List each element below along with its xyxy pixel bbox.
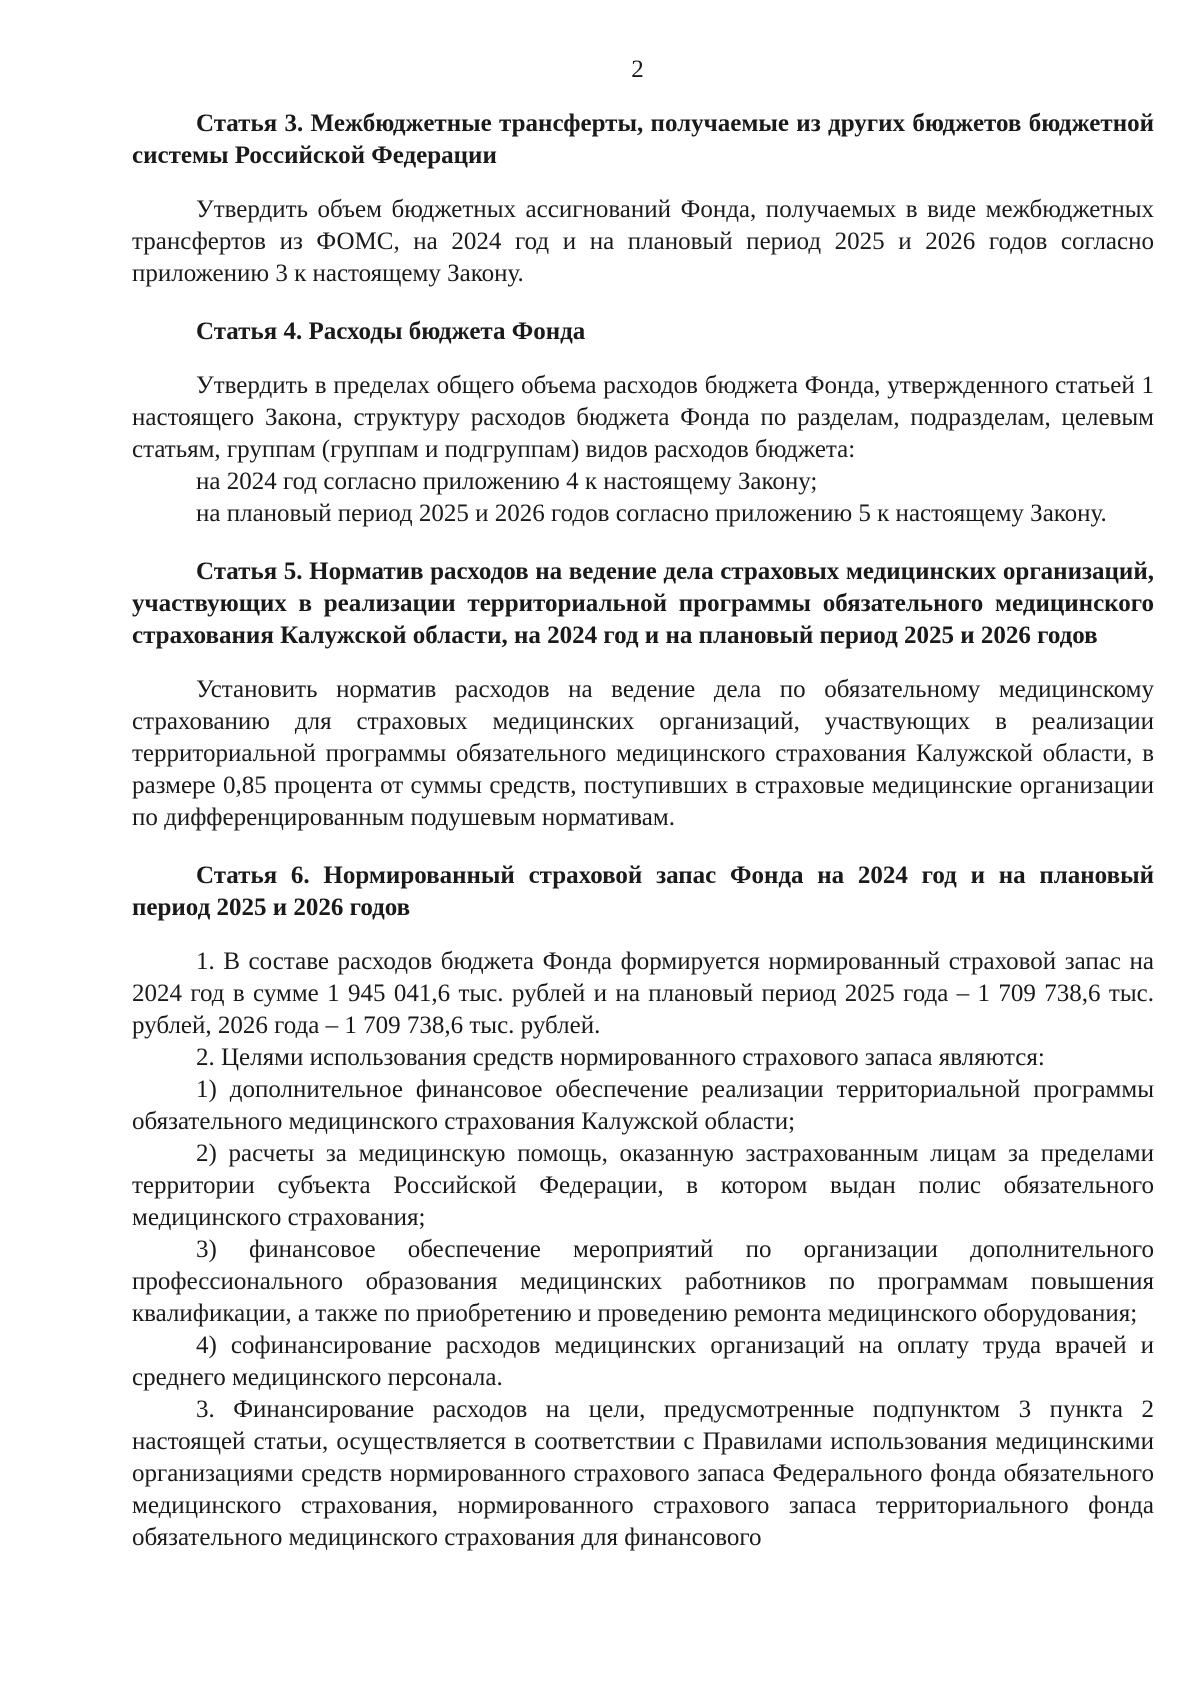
- article-6-paragraph: 1) дополнительное финансовое обеспечение реализации территориальной программы обязательного медицинского страхования Калужской области;: [132, 1076, 1154, 1135]
- article-6-paragraph: 1. В составе расходов бюджета Фонда формируется нормированный страховой запас на 2024 год в сумме 1 945 041,6 тыс. рублей и на плановый период 2025 года – 1 709 738,6 тыс. рублей, 2026 года – 1 709 738,6 тыс. рублей.: [132, 948, 1154, 1039]
- page-number: 2: [631, 56, 644, 83]
- article-6-heading: Статья 6. Нормированный страховой запас Фонда на 2024 год и на плановый период 2025 и 2026 годов: [132, 862, 1154, 921]
- article-5-heading: Статья 5. Норматив расходов на ведение дела страховых медицинских организаций, участвующих в реализации территориальной программы обязательного медицинского страхования Калужской области, на 2024 год и на плановый период 2025 и 2026 годов: [132, 558, 1154, 649]
- article-4-paragraph: Утвердить в пределах общего объема расходов бюджета Фонда, утвержденного статьей 1 настоящего Закона, структуру расходов бюджета Фонда по разделам, подразделам, целевым статьям, группам (группам и подгруппам) видов расходов бюджета:: [132, 372, 1154, 463]
- article-6-paragraph: 2. Целями использования средств нормированного страхового запаса являются:: [196, 1044, 1045, 1071]
- article-4-heading: Статья 4. Расходы бюджета Фонда: [196, 318, 586, 345]
- article-6-paragraph: 4) софинансирование расходов медицинских организаций на оплату труда врачей и среднего медицинского персонала.: [132, 1332, 1154, 1391]
- article-3-text: Утвердить объем бюджетных ассигнований Фонда, получаемых в виде межбюджетных трансфертов из ФОМС, на 2024 год и на плановый период 2025 и 2026 годов согласно приложению 3 к настоящему Закону.: [132, 196, 1154, 287]
- article-6-paragraph: 3) финансовое обеспечение мероприятий по организации дополнительного профессионального образования медицинских работников по программам повышения квалификации, а также по приобретению и проведению ремонта медицинского оборудования;: [132, 1236, 1154, 1327]
- document-body: [132, 108, 1154, 1554]
- article-3-heading: Статья 3. Межбюджетные трансферты, получаемые из других бюджетов бюджетной системы Российской Федерации: [132, 110, 1154, 169]
- article-5-text: Установить норматив расходов на ведение дела по обязательному медицинскому страхованию для страховых медицинских организаций, участвующих в реализации территориальной программы обязательного медицинского страхования Калужской области, в размере 0,85 процента от суммы средств, поступивших в страховые медицинские организации по дифференцированным подушевым нормативам.: [132, 676, 1154, 831]
- article-4-paragraph: на 2024 год согласно приложению 4 к настоящему Закону;: [196, 468, 818, 495]
- article-4-paragraph: на плановый период 2025 и 2026 годов согласно приложению 5 к настоящему Закону.: [196, 500, 1107, 527]
- article-6-paragraph: 2) расчеты за медицинскую помощь, оказанную застрахованным лицам за пределами территории субъекта Российской Федерации, в котором выдан полис обязательного медицинского страхования;: [132, 1140, 1154, 1231]
- article-6-paragraph: 3. Финансирование расходов на цели, предусмотренные подпунктом 3 пункта 2 настоящей статьи, осуществляется в соответствии с Правилами использования медицинскими организациями средств нормированного страхового запаса Федерального фонда обязательного медицинского страхования, нормированного страхового запаса территориального фонда обязательного медицинского страхования для финансового: [132, 1396, 1154, 1551]
